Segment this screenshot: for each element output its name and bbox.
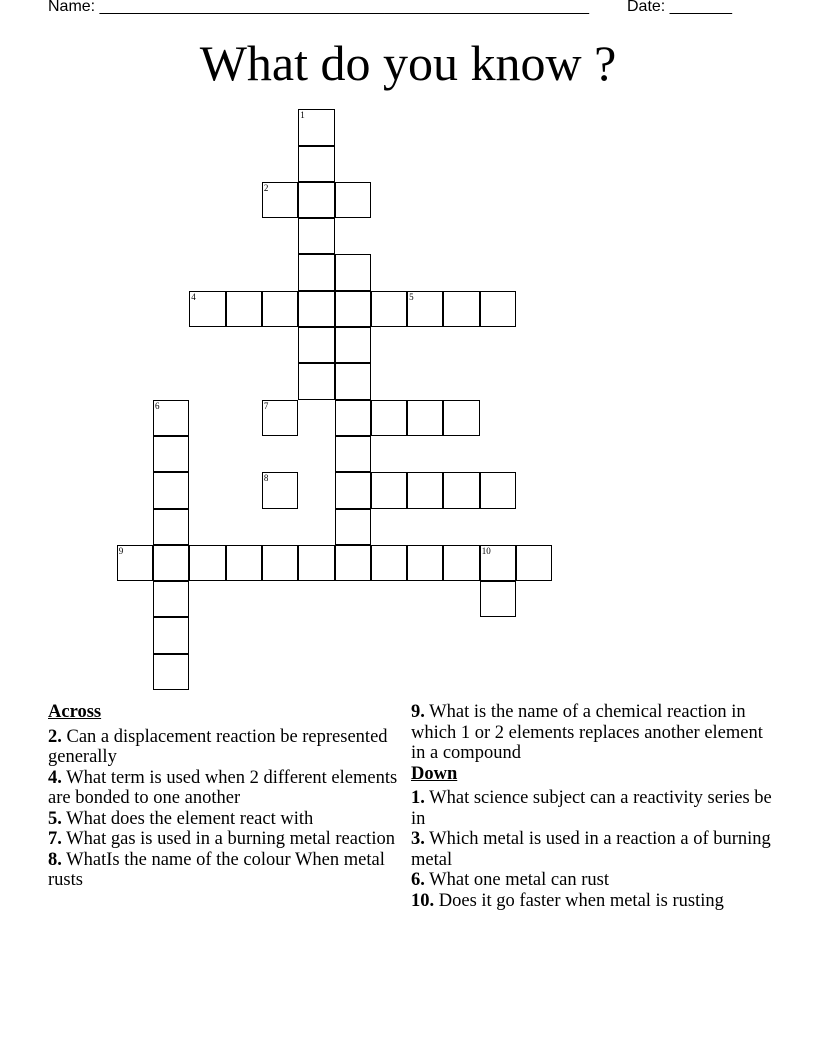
clues-right-column [411,702,781,911]
clue-number: 9. [411,702,425,722]
clue-across-5 [48,809,398,830]
crossword-cell[interactable] [480,291,516,327]
crossword-cell[interactable] [335,545,371,581]
crossword-cell[interactable] [153,509,189,545]
clue-number: 3. [411,829,425,849]
crossword-cell[interactable] [298,109,334,145]
clue-across-8 [48,850,398,891]
crossword-cell[interactable] [153,654,189,690]
crossword-cell[interactable] [407,545,443,581]
crossword-cell[interactable] [443,545,479,581]
crossword-cell[interactable] [480,581,516,617]
crossword-cell[interactable] [480,545,516,581]
crossword-cell[interactable] [335,400,371,436]
crossword-cell[interactable] [117,545,153,581]
crossword-cell[interactable] [335,472,371,508]
clue-across-2 [48,727,398,768]
cell-number: 9 [118,545,124,556]
crossword-cell[interactable] [298,363,334,399]
crossword-cell[interactable] [189,545,225,581]
clue-text: What gas is used in a burning metal reaction [61,829,395,849]
crossword-cell[interactable] [407,472,443,508]
cell-number: 10 [481,545,491,556]
crossword-cell[interactable] [298,545,334,581]
crossword-cell[interactable] [226,545,262,581]
crossword-cell[interactable] [298,146,334,182]
crossword-cell[interactable] [371,291,407,327]
crossword-cell[interactable] [153,436,189,472]
cell-number: 8 [263,473,269,484]
crossword-cell[interactable] [371,400,407,436]
clue-number: 6. [411,870,425,890]
crossword-cell[interactable] [335,363,371,399]
clue-text: What is the name of a chemical reaction in which 1 or 2 elements replaces another element in a compound [411,702,763,763]
crossword-cell[interactable] [407,291,443,327]
crossword-cell[interactable] [153,545,189,581]
crossword-cell[interactable] [262,472,298,508]
clue-text: Can a displacement reaction be represented generally [48,726,388,767]
clue-down-6 [411,870,781,891]
cell-number: 2 [263,182,269,193]
crossword-cell[interactable] [443,291,479,327]
cell-number: 4 [191,291,196,302]
clue-number: 4. [48,767,62,788]
clue-across-4 [48,768,398,809]
crossword-cell[interactable] [189,291,225,327]
clue-number: 7. [48,829,62,849]
clue-text: What science subject can a reactivity series be in [411,788,772,829]
crossword-cell[interactable] [516,545,552,581]
crossword-cell[interactable] [153,400,189,436]
clue-number: 5. [48,808,62,829]
crossword-cell[interactable] [335,436,371,472]
crossword-cell[interactable] [298,218,334,254]
crossword-cell[interactable] [335,291,371,327]
crossword-cell[interactable] [153,581,189,617]
clues-left-column [48,702,398,891]
crossword-cell[interactable] [298,182,334,218]
down-heading: Down [411,763,458,784]
clue-text: What one metal can rust [424,870,609,890]
crossword-cell[interactable] [371,472,407,508]
clue-text: Which metal is used in a reaction a of burning metal [411,829,771,870]
crossword-cell[interactable] [443,400,479,436]
crossword-cell[interactable] [298,254,334,290]
name-field[interactable]: Name: _______________________________________________________ [48,0,589,15]
clue-number: 1. [411,788,425,808]
crossword-cell[interactable] [226,291,262,327]
across-heading: Across [48,702,102,722]
clue-across-9 [411,702,781,764]
clue-number: 10. [411,890,435,911]
date-field[interactable]: Date: _______ [627,0,732,15]
crossword-cell[interactable] [371,545,407,581]
page-title: What do you know ? [199,35,617,91]
cell-number: 6 [155,400,160,411]
clue-number: 2. [48,726,62,747]
cell-number: 1 [300,110,305,121]
crossword-cell[interactable] [262,400,298,436]
crossword-cell[interactable] [335,327,371,363]
clue-text: Does it go faster when metal is rusting [434,890,724,911]
clue-text: What does the element react with [61,808,314,829]
crossword-cell[interactable] [335,509,371,545]
clue-down-10 [411,891,781,912]
crossword-cell[interactable] [262,545,298,581]
cell-number: 5 [409,291,414,302]
crossword-cell[interactable] [335,182,371,218]
clue-text: What term is used when 2 different elements are bonded to one another [48,767,398,808]
clue-down-1 [411,788,781,829]
crossword-cell[interactable] [407,400,443,436]
cell-number: 7 [263,400,269,411]
crossword-cell[interactable] [262,182,298,218]
crossword-cell[interactable] [480,472,516,508]
crossword-cell[interactable] [153,472,189,508]
clue-across-7 [48,829,398,850]
crossword-cell[interactable] [298,291,334,327]
crossword-cell[interactable] [335,254,371,290]
clue-number: 8. [48,849,62,870]
crossword-cell[interactable] [443,472,479,508]
clue-down-3 [411,829,781,870]
crossword-cell[interactable] [298,327,334,363]
crossword-cell[interactable] [153,617,189,653]
crossword-cell[interactable] [262,291,298,327]
clue-text: WhatIs the name of the colour When metal rusts [48,849,385,890]
